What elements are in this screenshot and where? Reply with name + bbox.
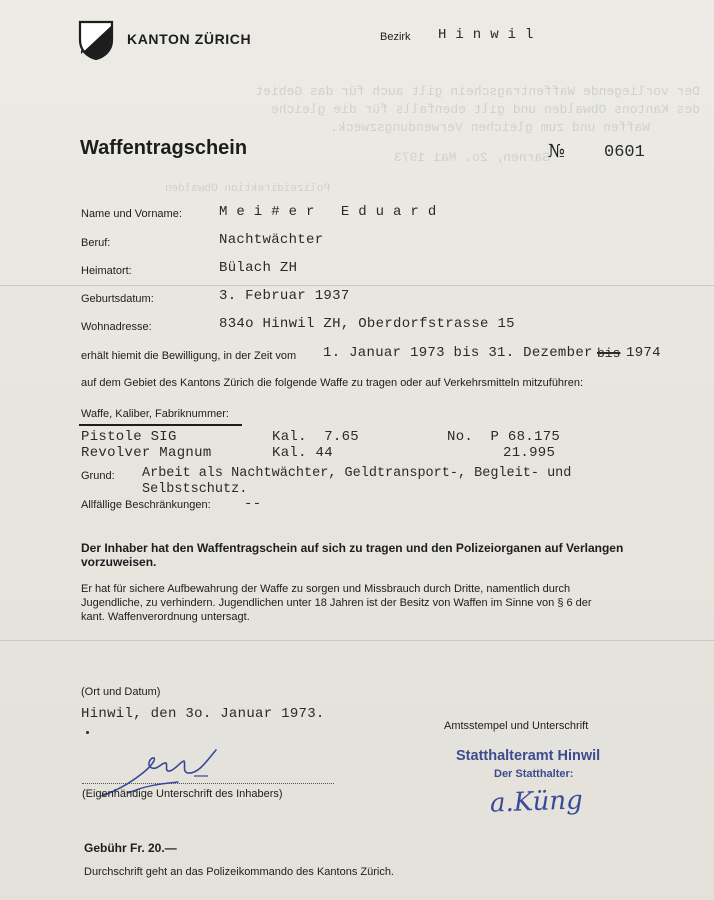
district-label: Bezirk bbox=[380, 31, 411, 43]
notice-text-line: kant. Waffenverordnung untersagt. bbox=[81, 611, 250, 623]
address-value: 834o Hinwil ZH, Oberdorfstrasse 15 bbox=[219, 316, 515, 332]
copy-note: Durchschrift geht an das Polizeikommando des Kantons Zürich. bbox=[84, 866, 394, 878]
address-label: Wohnadresse: bbox=[81, 321, 152, 333]
fold-line bbox=[0, 640, 714, 641]
bleed-through-line: Polizeidirektion Obwalden bbox=[164, 183, 330, 195]
bleed-through-line: Der vorliegende Waffentragschein gilt auch für das Gebiet bbox=[255, 84, 700, 99]
weapon-name: Pistole SIG bbox=[81, 429, 177, 445]
stamp-office: Statthalteramt Hinwil bbox=[456, 748, 601, 764]
birth-label: Geburtsdatum: bbox=[81, 293, 154, 305]
period-value: 1. Januar 1973 bis 31. Dezember bbox=[323, 345, 593, 361]
fold-line bbox=[0, 285, 714, 286]
canton-name: KANTON ZÜRICH bbox=[127, 31, 252, 47]
notice-text-line: Er hat für sichere Aufbewahrung der Waffe zu sorgen und Missbrauch durch Dritte, namentlich durch bbox=[81, 583, 571, 595]
name-value: M e i # e r E d u a r d bbox=[219, 204, 437, 220]
bold-notice: Der Inhaber hat den Waffentragschein auf sich zu tragen und den Polizeiorganen auf Verlangen vorzuweisen. bbox=[81, 541, 624, 569]
holder-signature-label: (Eigenhändige Unterschrift des Inhabers) bbox=[82, 788, 283, 800]
stamp-title: Der Statthalter: bbox=[494, 768, 574, 780]
document-title: Waffentragschein bbox=[80, 137, 248, 159]
bleed-through-line: Sarnen, 2o. Mai 1973 bbox=[393, 150, 550, 165]
period-struck-word: bis bbox=[597, 346, 621, 361]
period-year: 1974 bbox=[626, 345, 661, 361]
number-sign: № bbox=[548, 141, 566, 162]
home-label: Heimatort: bbox=[81, 265, 132, 277]
weapon-caliber: Kal. 7.65 bbox=[272, 429, 360, 445]
bleed-through-line: des Kantons Obwalden und gilt ebenfalls für die gleiche bbox=[270, 102, 700, 117]
document-number: 0601 bbox=[604, 143, 645, 162]
home-value: Bülach ZH bbox=[219, 260, 298, 276]
period-text: erhält hiemit die Bewilligung, in der Zeit vom bbox=[81, 350, 297, 362]
birth-value: 3. Februar 1937 bbox=[219, 288, 350, 304]
name-label: Name und Vorname: bbox=[81, 208, 182, 220]
dot-mark bbox=[86, 731, 89, 734]
official-stamp-label: Amtsstempel und Unterschrift bbox=[444, 720, 589, 732]
reason-line: Arbeit als Nachtwächter, Geldtransport-, Begleit- und bbox=[142, 466, 572, 481]
weapons-header-underline bbox=[79, 424, 242, 426]
restrictions-value: -- bbox=[244, 496, 262, 512]
job-label: Beruf: bbox=[81, 237, 111, 249]
reason-line: Selbstschutz. bbox=[142, 482, 248, 497]
area-text: auf dem Gebiet des Kantons Zürich die folgende Waffe zu tragen oder auf Verkehrsmitteln mitzuführen: bbox=[81, 377, 584, 389]
weapon-name: Revolver Magnum bbox=[81, 445, 212, 461]
place-date-label: (Ort und Datum) bbox=[81, 686, 161, 698]
district-value: H i n w i l bbox=[438, 27, 534, 43]
restrictions-label: Allfällige Beschränkungen: bbox=[81, 499, 211, 511]
weapon-caliber: Kal. 44 bbox=[272, 445, 333, 461]
weapon-serial: 21.995 bbox=[503, 445, 556, 461]
canton-zurich-coat-of-arms-icon bbox=[78, 20, 114, 60]
weapons-header: Waffe, Kaliber, Fabriknummer: bbox=[81, 408, 229, 420]
reason-label: Grund: bbox=[81, 470, 115, 482]
bleed-through-line: Waffen und zum gleichen Verwendungszweck. bbox=[330, 120, 650, 135]
official-signature: a.Küng bbox=[489, 785, 584, 819]
weapon-serial: No. P 68.175 bbox=[447, 429, 561, 445]
place-date-value: Hinwil, den 3o. Januar 1973. bbox=[81, 706, 325, 722]
notice-text-line: Jugendliche, zu verhindern. Jugendlichen unter 18 Jahren ist der Besitz von Waffen im Sinne von § 6 der bbox=[81, 597, 592, 609]
fee: Gebühr Fr. 20.— bbox=[84, 841, 177, 855]
job-value: Nachtwächter bbox=[219, 232, 324, 248]
